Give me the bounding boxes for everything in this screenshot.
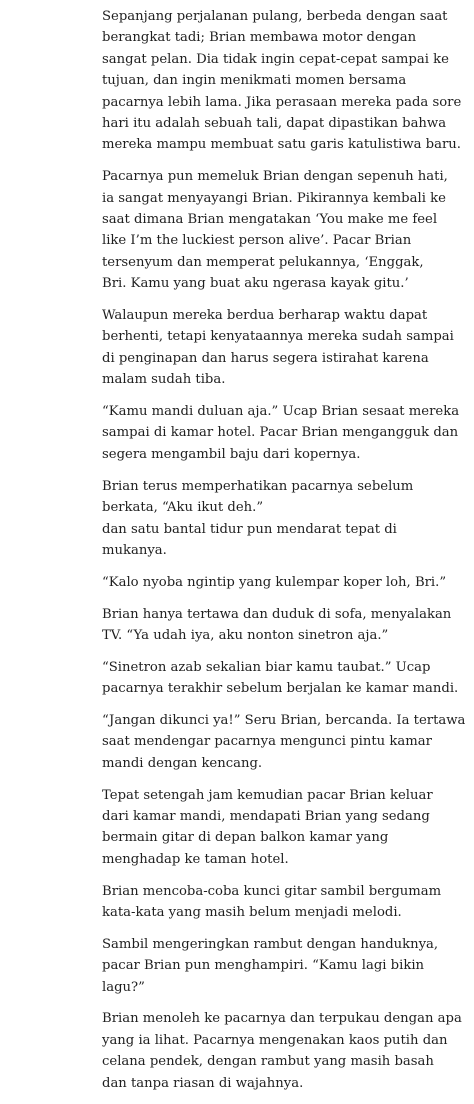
paragraph-line: “Jangan dikunci ya!” Seru Brian, bercanda. Ia tertawa xyxy=(102,712,466,728)
paragraph-line: dan satu bantal tidur pun mendarat tepat di xyxy=(102,521,397,537)
paragraph-line: kata-kata yang masih belum menjadi melodi. xyxy=(102,904,402,920)
story-paragraph xyxy=(102,657,472,700)
paragraph-line: mereka mampu membuat satu garis katulistiwa baru. xyxy=(102,137,461,153)
paragraph-line: like I’m the luckiest person alive’. Pacar Brian xyxy=(102,233,412,249)
story-paragraph xyxy=(102,305,472,391)
paragraph-line: dan tanpa riasan di wajahnya. xyxy=(102,1075,304,1091)
story-paragraph xyxy=(102,710,472,774)
paragraph-line: “Kalo nyoba ngintip yang kulempar koper loh, Bri.” xyxy=(102,574,447,590)
paragraph-line: tersenyum dan memperat pelukannya, ‘Enggak, xyxy=(102,254,424,270)
paragraph-line: sampai di kamar hotel. Pacar Brian mengangguk dan xyxy=(102,425,459,441)
paragraph-line: Brian menoleh ke pacarnya dan terpukau dengan apa xyxy=(102,1011,462,1027)
story-paragraph xyxy=(102,604,472,647)
paragraph-line: dari kamar mandi, mendapati Brian yang sedang xyxy=(102,808,430,824)
paragraph-line: berangkat tadi; Brian membawa motor dengan xyxy=(102,30,417,46)
story-paragraph xyxy=(102,401,472,465)
paragraph-line: mandi dengan kencang. xyxy=(102,755,263,771)
story-page xyxy=(102,6,472,1104)
story-paragraph xyxy=(102,934,472,998)
paragraph-line: pacar Brian pun menghampiri. “Kamu lagi bikin xyxy=(102,958,425,974)
paragraph-line: Brian mencoba-coba kunci gitar sambil bergumam xyxy=(102,883,442,899)
paragraph-line: malam sudah tiba. xyxy=(102,372,226,388)
paragraph-line: segera mengambil baju dari kopernya. xyxy=(102,446,361,462)
story-paragraph xyxy=(102,572,472,593)
paragraph-line: lagu?” xyxy=(102,979,145,995)
paragraph-line: pacarnya terakhir sebelum berjalan ke kamar mandi. xyxy=(102,681,459,697)
paragraph-line: berkata, “Aku ikut deh.” xyxy=(102,500,264,516)
paragraph-line: celana pendek, dengan rambut yang masih basah xyxy=(102,1054,434,1070)
story-paragraph xyxy=(102,6,472,156)
paragraph-line: pacarnya lebih lama. Jika perasaan mereka pada sore xyxy=(102,94,462,110)
paragraph-line: bermain gitar di depan balkon kamar yang xyxy=(102,830,389,846)
paragraph-line: mukanya. xyxy=(102,542,167,558)
paragraph-line: di penginapan dan harus segera istirahat karena xyxy=(102,350,429,366)
paragraph-line: TV. “Ya udah iya, aku nonton sinetron aja.” xyxy=(102,627,389,643)
paragraph-line: Pacarnya pun memeluk Brian dengan sepenuh hati, xyxy=(102,169,448,185)
paragraph-line: Walaupun mereka berdua berharap waktu dapat xyxy=(102,308,428,324)
story-paragraph xyxy=(102,881,472,924)
paragraph-line: ia sangat menyayangi Brian. Pikirannya kembali ke xyxy=(102,190,446,206)
paragraph-line: sangat pelan. Dia tidak ingin cepat-cepat sampai ke xyxy=(102,51,449,67)
story-paragraph xyxy=(102,1008,472,1094)
story-paragraph xyxy=(102,476,472,562)
story-paragraph xyxy=(102,785,472,871)
paragraph-line: berhenti, tetapi kenyataannya mereka sudah sampai xyxy=(102,329,454,345)
paragraph-line: saat mendengar pacarnya mengunci pintu kamar xyxy=(102,734,432,750)
paragraph-line: Tepat setengah jam kemudian pacar Brian keluar xyxy=(102,787,433,803)
paragraph-line: Brian terus memperhatikan pacarnya sebelum xyxy=(102,478,414,494)
paragraph-line: tujuan, dan ingin menikmati momen bersama xyxy=(102,73,407,89)
paragraph-line: menghadap ke taman hotel. xyxy=(102,851,289,867)
paragraph-line: “Kamu mandi duluan aja.” Ucap Brian sesaat mereka xyxy=(102,404,460,420)
paragraph-line: saat dimana Brian mengatakan ‘You make me feel xyxy=(102,212,438,228)
paragraph-line: “Sinetron azab sekalian biar kamu taubat.” Ucap xyxy=(102,659,431,675)
paragraph-line: hari itu adalah sebuah tali, dapat dipastikan bahwa xyxy=(102,116,447,132)
story-paragraph xyxy=(102,166,472,294)
paragraph-line: Brian hanya tertawa dan duduk di sofa, menyalakan xyxy=(102,606,452,622)
paragraph-line: yang ia lihat. Pacarnya mengenakan kaos putih dan xyxy=(102,1032,448,1048)
paragraph-line: Sepanjang perjalanan pulang, berbeda dengan saat xyxy=(102,9,448,24)
paragraph-line: Bri. Kamu yang buat aku ngerasa kayak gitu.’ xyxy=(102,276,409,292)
paragraph-line: Sambil mengeringkan rambut dengan handuknya, xyxy=(102,936,439,952)
